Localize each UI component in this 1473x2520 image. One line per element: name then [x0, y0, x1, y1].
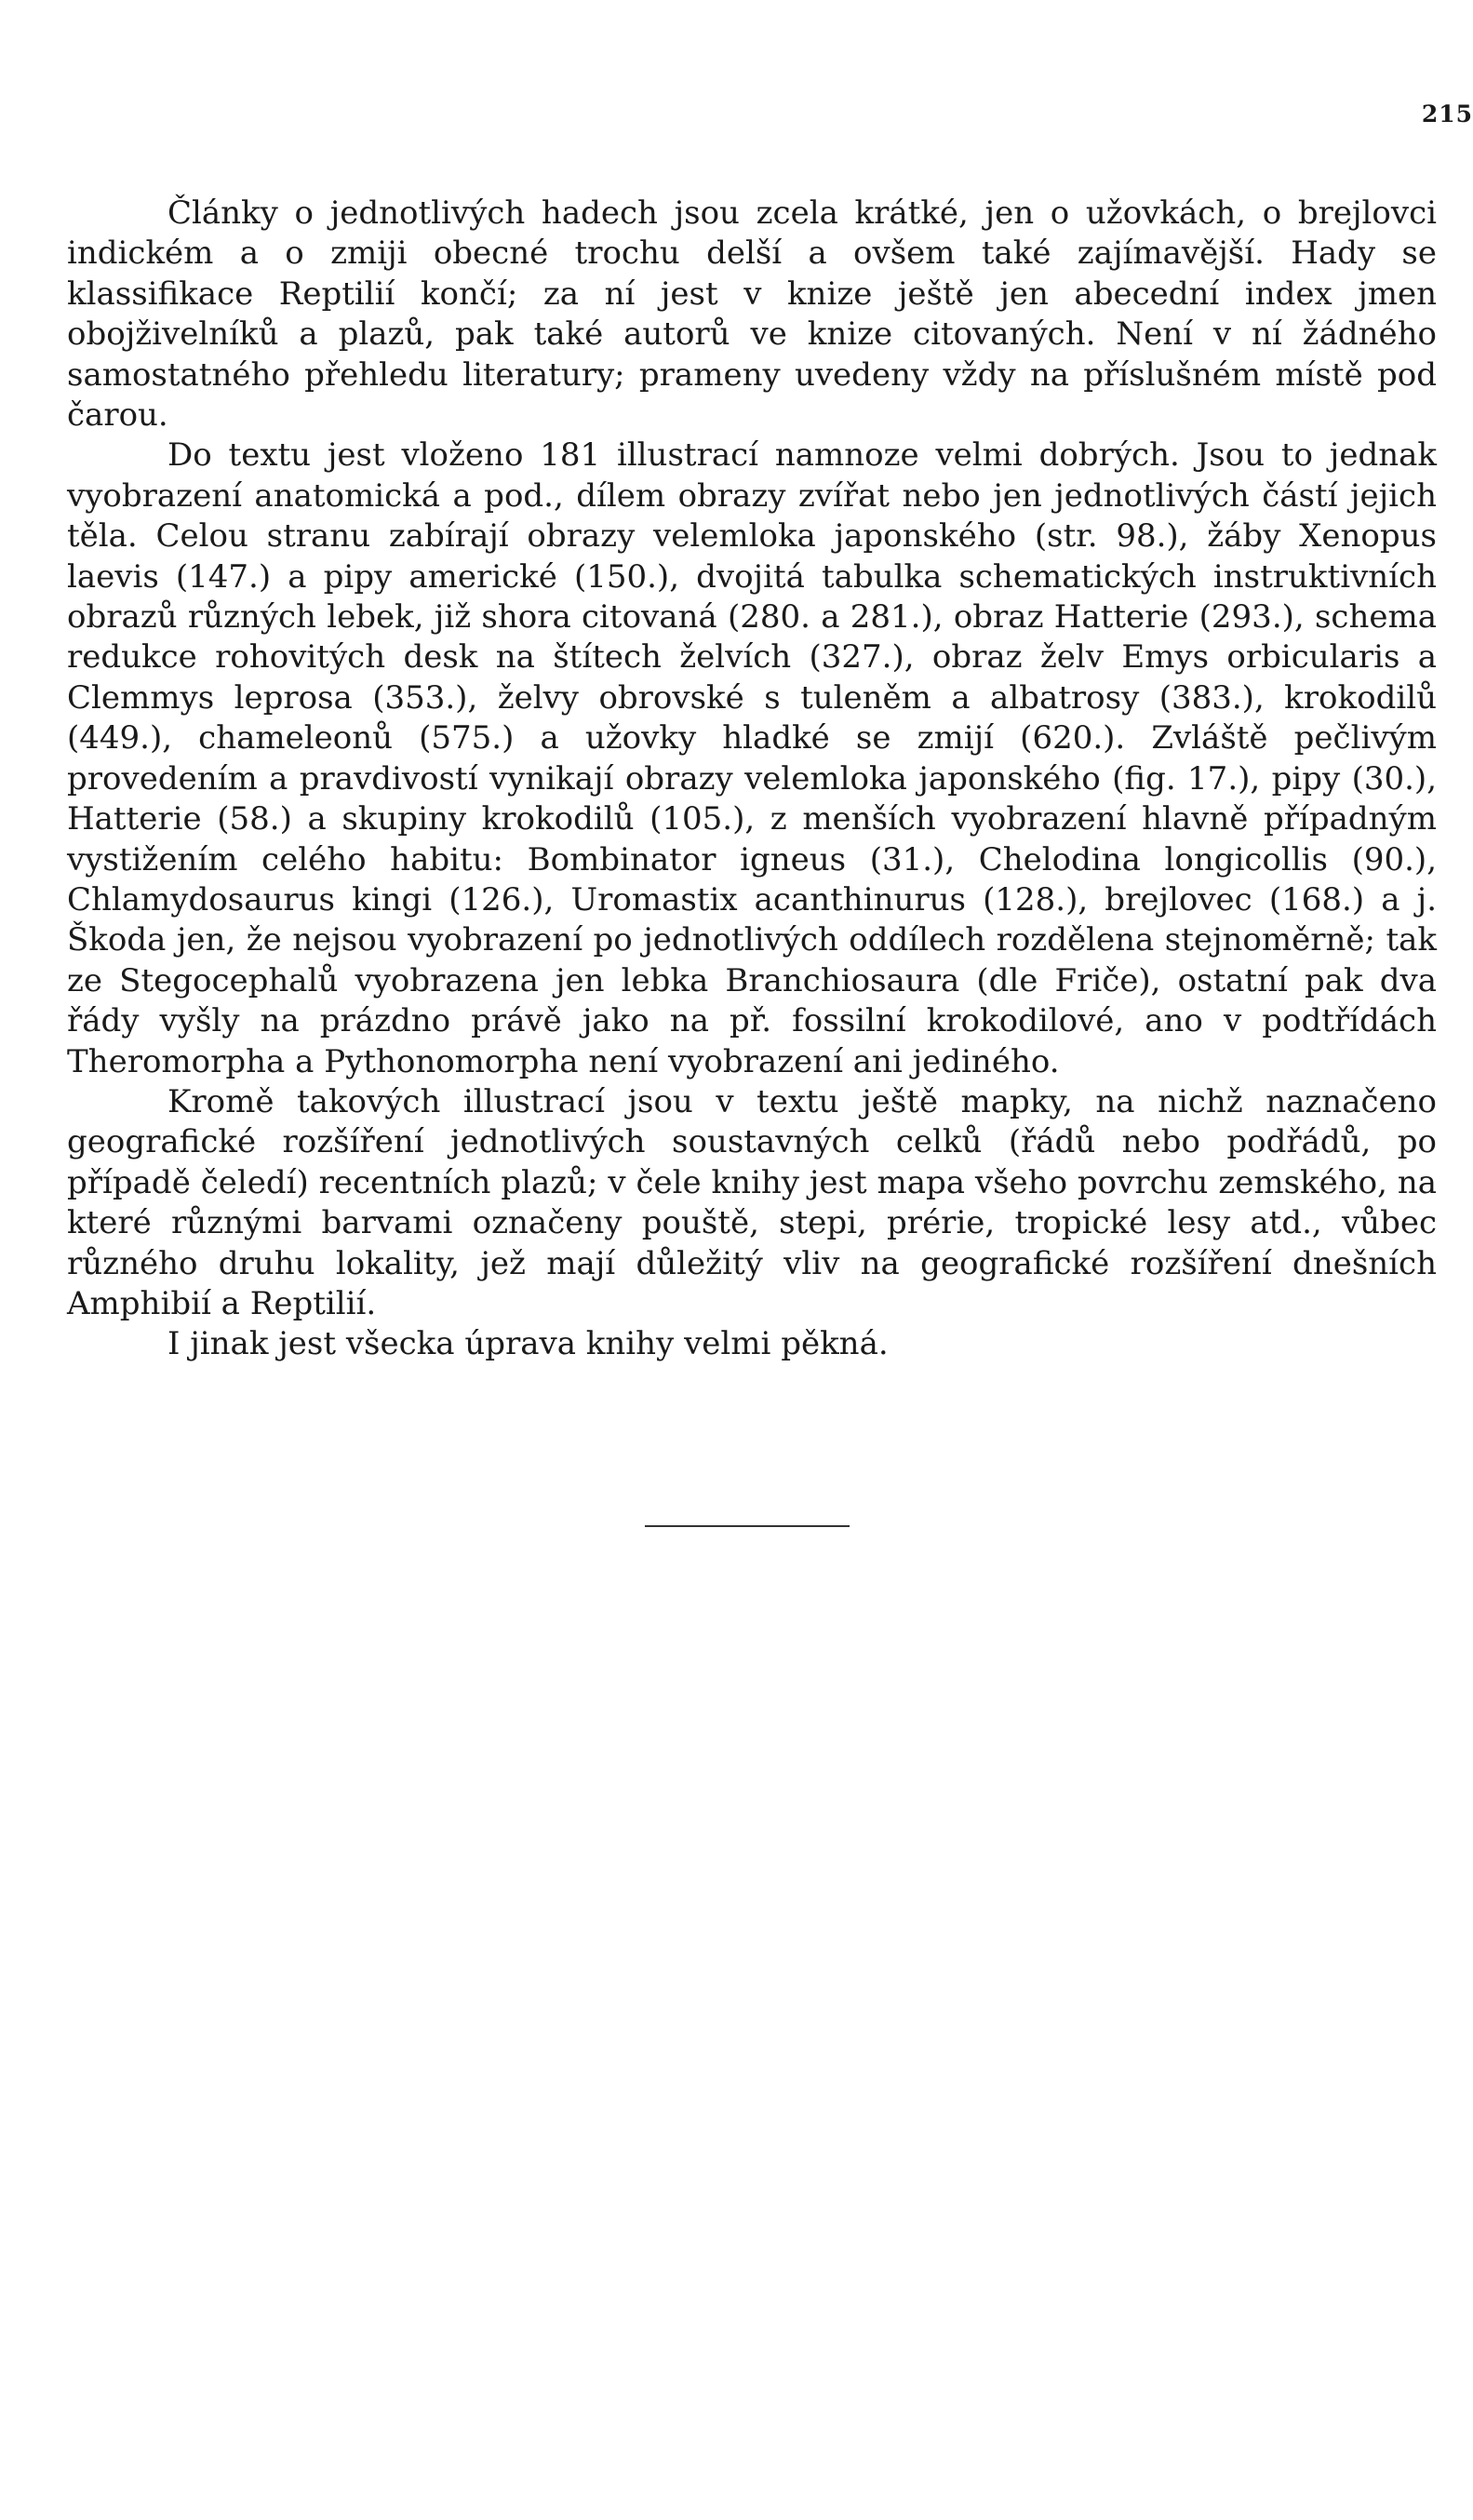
page-number: 215 [1421, 101, 1473, 127]
section-divider [645, 1525, 850, 1527]
paragraph-articles: Články o jednotlivých hadech jsou zcela krátké, jen o užovkách, o brejlovci indickém a o zmiji obecné trochu delší a ovšem také zajímavější. Hady se klassifikace Reptilií končí; za ní jest v knize ještě jen abecední index jmen obojživelníků a plazů, pak také autorů ve knize citovaných. Není v ní žádného samostatného přehledu literatury; prameny uvedeny vždy na příslušném místě pod čarou. [67, 194, 1437, 435]
paragraph-illustrations: Do textu jest vloženo 181 illustrací namnoze velmi dobrých. Jsou to jednak vyobrazení anatomická a pod., dílem obrazy zvířat nebo jen jednotlivých částí jejich těla. Celou stranu zabírají obrazy velemloka japonského (str. 98.), žáby Xenopus laevis (147.) a pipy americké (150.), dvojitá tabulka schematických instruktivních obrazů různých lebek, již shora citovaná (280. a 281.), obraz Hatterie (293.), schema redukce rohovitých desk na štítech želvích (327.), obraz želv Emys orbicularis a Clemmys leprosa (353.), želvy obrovské s tuleněm a albatrosy (383.), krokodilů (449.), chameleonů (575.) a užovky hladké se zmijí (620.). Zvláště pečlivým provedením a pravdivostí vynikají obrazy velemloka japonského (fig. 17.), pipy (30.), Hatterie (58.) a skupiny krokodilů (105.), z menších vyobrazení hlavně případným vystižením celého habitu: Bombinator igneus (31.), Chelodina longicollis (90.), Chlamydosaurus kingi (126.), Uromastix acanthinurus (128.), brejlovec (168.) a j. Škoda jen, že nejsou vyobrazení po jednotlivých oddílech rozdělena stejnoměrně; tak ze Stegocephalů vyobrazena jen lebka Branchiosaura (dle Friče), ostatní pak dva řády vyšly na prázdno právě jako na př. fossilní krokodilové, ano v podtřídách Theromorpha a Pythonomorpha není vyobrazení ani jediného. [67, 436, 1437, 1080]
paragraph-maps: Kromě takových illustrací jsou v textu ještě mapky, na nichž naznačeno geografické rozšíření jednotlivých soustavných celků (řádů nebo podřádů, po případě čeledí) recentních plazů; v čele knihy jest mapa všeho povrchu zemského, na které různými barvami označeny pouště, stepi, prérie, tropické lesy atd., vůbec různého druhu lokality, jež mají důležitý vliv na geografické rozšíření dnešních Amphibií a Reptilií. [67, 1082, 1437, 1322]
paragraph-conclusion: I jinak jest všecka úprava knihy velmi pěkná. [167, 1325, 889, 1363]
body-text [67, 194, 1437, 1365]
